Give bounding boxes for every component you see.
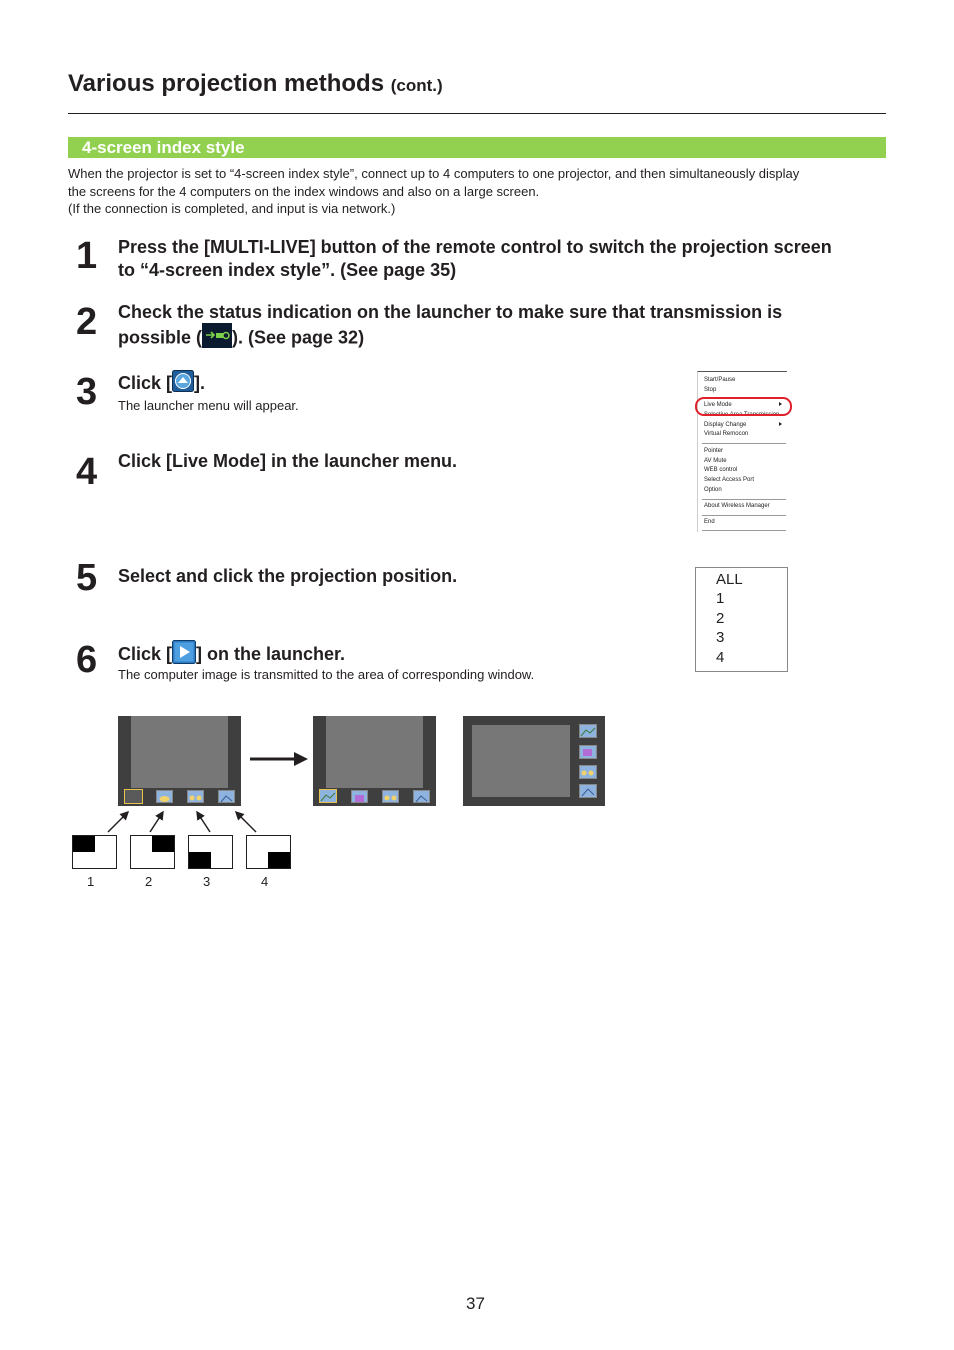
play-icon [172,640,196,670]
menu-item-pointer[interactable]: Pointer [704,448,724,454]
index-thumbnail [579,765,597,779]
screen-after [313,716,436,806]
menu-item-start-pause[interactable]: Start/Pause [704,377,736,383]
step-3-sub: The launcher menu will appear. [118,398,299,413]
display-change-submenu-arrow-icon [779,422,782,426]
position-label-4: 4 [261,874,269,889]
intro-line-2: the screens for the 4 computers on the index windows and also on a large screen. [68,184,540,199]
launcher-menu [697,371,787,532]
main-window [326,716,423,788]
step-2-line-1: Check the status indication on the launcher to make sure that transmission is [118,302,783,322]
position-box-2 [130,835,175,869]
screen-side-layout [463,716,605,806]
transmission-status-icon [202,323,232,354]
screen-before [118,716,241,806]
position-list [695,567,788,672]
position-option-2[interactable]: 2 [716,610,725,627]
page-number: 37 [466,1294,485,1313]
step-3-heading-pre: Click [ [118,372,173,393]
step-3-heading-post: ]. [194,372,206,393]
index-thumbnail [579,745,597,759]
position-box-3 [188,835,233,869]
index-thumbnail [413,790,430,803]
menu-separator [702,530,786,531]
menu-item-web-control[interactable]: WEB control [704,467,738,473]
index-thumbnail [187,790,204,803]
menu-item-about[interactable]: About Wireless Manager [704,503,770,509]
main-window [131,716,228,788]
menu-item-option[interactable]: Option [704,487,722,493]
step-2-number: 2 [76,301,98,343]
page-title-text: Various projection methods [68,70,385,97]
index-window-empty [124,789,143,804]
position-option-1[interactable]: 1 [716,590,725,607]
index-thumbnail [319,789,337,803]
menu-separator [702,499,786,500]
menu-item-end[interactable]: End [704,519,715,525]
transition-arrow-icon [250,749,310,774]
step-1-number: 1 [76,235,98,277]
menu-item-select-access-port[interactable]: Select Access Port [704,477,755,483]
launcher-menu-icon [172,370,194,398]
page-title [68,70,443,98]
step-2-line-2 [118,323,364,354]
step-1-line-1: Press the [MULTI-LIVE] button of the remote control to switch the projection screen [118,237,832,257]
step-2-line-2-pre: possible ( [118,327,203,348]
position-box-4 [246,835,291,869]
step-4-number: 4 [76,451,98,493]
step-6-heading-pre: Click [ [118,643,173,664]
step-6-number: 6 [76,639,98,681]
step-3-heading [118,370,205,398]
live-mode-highlight [695,397,792,416]
index-thumbnail [351,790,368,803]
step-5-heading: Select and click the projection position. [118,566,458,586]
step-5-number: 5 [76,557,98,599]
index-thumbnail [579,724,597,738]
step-6-sub: The computer image is transmitted to the area of corresponding window. [118,667,535,682]
intro-line-1: When the projector is set to “4-screen index style”, connect up to 4 computers to one projector, and then simultaneously display [68,166,800,181]
menu-item-stop[interactable]: Stop [704,387,717,393]
menu-item-virtual-remocon[interactable]: Virtual Remocon [704,431,749,437]
position-label-1: 1 [87,874,95,889]
step-6-heading [118,640,345,670]
page-title-cont: (cont.) [390,76,443,95]
section-title: 4-screen index style [82,138,245,157]
step-1-line-2: to “4-screen index style”. (See page 35) [118,260,457,280]
position-label-3: 3 [203,874,211,889]
menu-separator [702,443,786,444]
index-thumbnail [579,784,597,798]
menu-separator [702,515,786,516]
position-box-1 [72,835,117,869]
step-4-heading: Click [Live Mode] in the launcher menu. [118,451,458,471]
step-3-number: 3 [76,371,98,413]
pointer-arrows [100,806,270,841]
position-option-3[interactable]: 3 [716,629,725,646]
index-thumbnail [218,790,235,803]
index-thumbnail [156,790,173,803]
menu-item-display-change[interactable]: Display Change [704,422,747,428]
intro-line-3: (If the connection is completed, and input is via network.) [68,201,396,216]
main-window [472,725,570,797]
step-2-line-2-post: ). (See page 32) [232,327,365,348]
index-thumbnail [382,790,399,803]
menu-item-selective-area[interactable]: Selective Area Transmission [704,412,780,418]
position-option-4[interactable]: 4 [716,649,725,666]
menu-item-av-mute[interactable]: AV Mute [704,458,727,464]
position-label-2: 2 [145,874,153,889]
position-option-all[interactable]: ALL [716,571,743,588]
menu-item-live-mode[interactable]: Live Mode [704,402,732,408]
title-rule [68,113,886,114]
step-6-heading-post: ] on the launcher. [196,643,346,664]
